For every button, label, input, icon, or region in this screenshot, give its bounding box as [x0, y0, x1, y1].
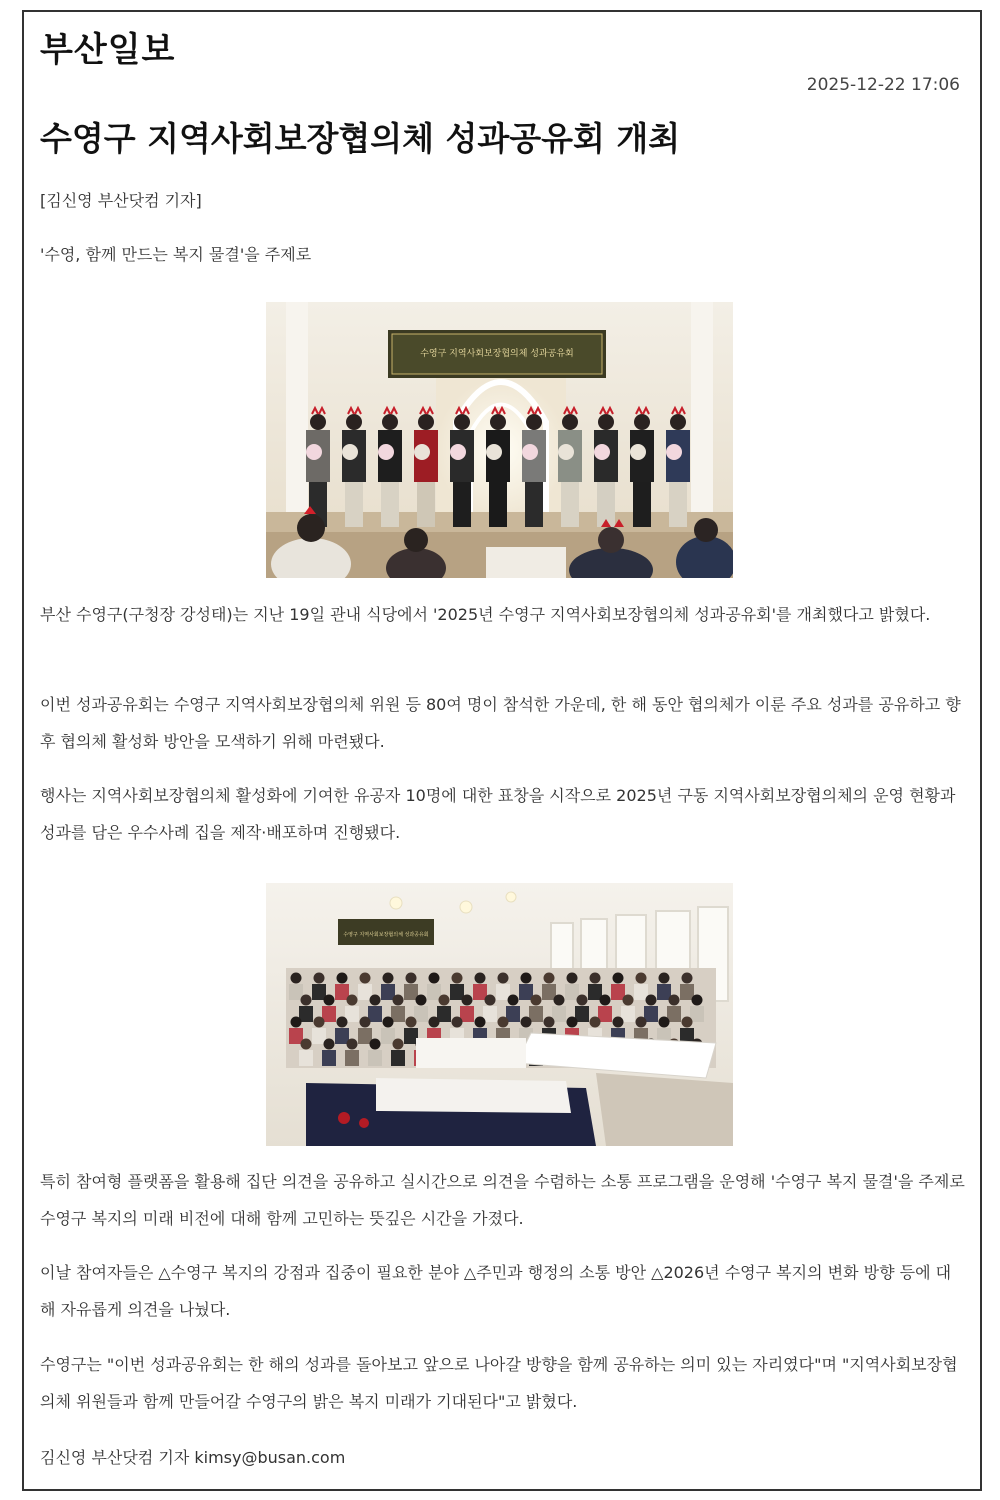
crowd-shape [613, 973, 624, 984]
crowd-shape [600, 995, 611, 1006]
crowd-shape [544, 1017, 555, 1028]
crowd-shape [529, 1006, 543, 1022]
crowd-shape [301, 1039, 312, 1050]
crowd-shape [360, 1017, 371, 1028]
crowd-shape [452, 973, 463, 984]
crowd-shape [414, 1006, 428, 1022]
banner-text-1: 수영구 지역사회보장협의체 성과공유회 [420, 349, 574, 359]
figure-shape [417, 482, 435, 527]
article-byline: [김신영 부산닷컴 기자] [40, 191, 202, 210]
article-paragraph: 이번 성과공유회는 수영구 지역사회보장협의체 위원 등 80여 명이 참석한 가운데, 한 해 동안 협의체가 이룬 주요 성과를 공유하고 향후 협의체 활성화 방안을 모색하기 위해 마련됐다. [40, 695, 961, 751]
article-subtitle: '수영, 함께 만드는 복지 물결'을 주제로 [40, 245, 312, 264]
crowd-shape [680, 984, 694, 1000]
crowd-shape [427, 984, 441, 1000]
figure-shape [598, 414, 614, 430]
crowd-shape [475, 1017, 486, 1028]
crowd-shape [475, 973, 486, 984]
figure-shape [310, 414, 326, 430]
crowd-shape [314, 1017, 325, 1028]
crowd-shape [345, 1050, 359, 1066]
crowd-shape [483, 1006, 497, 1022]
crowd-shape [289, 1028, 303, 1044]
crowd-shape [314, 973, 325, 984]
banner-text-2: 수영구 지역사회보장협의체 성과공유회 [343, 932, 429, 938]
figure-shape [345, 482, 363, 527]
article-paragraph: 행사는 지역사회보장협의체 활성화에 기여한 유공자 10명에 대한 표창을 시작으로 2025년 구동 지역사회보장협의체의 운영 현황과 성과를 담은 우수사례 집을 제작·배포하며 진행됐다. [40, 786, 956, 842]
crowd-shape [659, 1017, 670, 1028]
crowd-shape [521, 1017, 532, 1028]
crowd-shape [450, 984, 464, 1000]
crowd-shape [381, 1028, 395, 1044]
crowd-shape [462, 995, 473, 1006]
crowd-shape [460, 1006, 474, 1022]
figure-shape [454, 414, 470, 430]
crowd-shape [337, 973, 348, 984]
figure-shape [561, 482, 579, 527]
crowd-shape [577, 995, 588, 1006]
article-paragraph: 이날 참여자들은 △수영구 복지의 강점과 집중이 필요한 분야 △주민과 행정의 소통 방안 △2026년 수영구 복지의 변화 방향 등에 대해 자유롭게 의견을 나눴다. [40, 1263, 952, 1319]
crowd-shape [322, 1050, 336, 1066]
crowd-shape [590, 1017, 601, 1028]
crowd-shape [473, 984, 487, 1000]
reporter-credit: 김신영 부산닷컴 기자 kimsy@busan.com [40, 1448, 346, 1467]
crowd-shape [613, 1017, 624, 1028]
newspaper-logo[interactable]: 부산일보 [40, 30, 176, 70]
crowd-shape [312, 984, 326, 1000]
crowd-shape [429, 1017, 440, 1028]
crowd-shape [299, 1050, 313, 1066]
figure-shape [346, 414, 362, 430]
crowd-shape [508, 995, 519, 1006]
crowd-shape [567, 1017, 578, 1028]
figure-shape [378, 444, 394, 460]
crowd-shape [439, 995, 450, 1006]
crowd-shape [498, 1017, 509, 1028]
crowd-shape [452, 1017, 463, 1028]
crowd-shape [590, 973, 601, 984]
figure-shape [670, 414, 686, 430]
figure-shape [669, 482, 687, 527]
crowd-shape [554, 995, 565, 1006]
figure-shape [381, 482, 399, 527]
crowd-shape [335, 1028, 349, 1044]
crowd-shape [659, 973, 670, 984]
crowd-shape [519, 984, 533, 1000]
crowd-shape [360, 973, 371, 984]
figure-shape [634, 414, 650, 430]
crowd-shape [291, 1017, 302, 1028]
crowd-shape [437, 1006, 451, 1022]
crowd-shape [358, 984, 372, 1000]
award-ceremony-photo [266, 302, 733, 578]
crowd-shape [623, 995, 634, 1006]
crowd-shape [383, 1017, 394, 1028]
crowd-shape [611, 984, 625, 1000]
crowd-shape [567, 973, 578, 984]
crowd-shape [335, 984, 349, 1000]
crowd-shape [391, 1050, 405, 1066]
figure-shape [382, 414, 398, 430]
crowd-shape [416, 995, 427, 1006]
crowd-shape [322, 1006, 336, 1022]
crowd-shape [506, 1006, 520, 1022]
article-headline: 수영구 지역사회보장협의체 성과공유회 개최 [40, 119, 681, 158]
publish-datetime: 2025-12-22 17:06 [806, 75, 960, 95]
figure-shape [522, 444, 538, 460]
crowd-shape [301, 995, 312, 1006]
crowd-shape [370, 995, 381, 1006]
crowd-shape [404, 984, 418, 1000]
crowd-shape [575, 1006, 589, 1022]
crowd-shape [347, 995, 358, 1006]
crowd-shape [598, 1006, 612, 1022]
article-paragraph: 특히 참여형 플랫폼을 활용해 집단 의견을 공유하고 실시간으로 의견을 수렴하는 소통 프로그램을 운영해 '수영구 복지 물결'을 주제로 수영구 복지의 미래 비전에 대해 함께 고민하는 뜻깊은 시간을 가졌다. [40, 1172, 965, 1228]
crowd-shape [337, 1017, 348, 1028]
article-paragraph: 수영구는 "이번 성과공유회는 한 해의 성과를 돌아보고 앞으로 나아갈 방향을 함께 공유하는 의미 있는 자리였다"며 "지역사회보장협의체 위원들과 함께 만들어갈 수영구의 밝은 복지 미래가 기대된다"고 밝혔다. [40, 1355, 958, 1411]
crowd-shape [391, 1006, 405, 1022]
figure-shape [306, 444, 322, 460]
figure-shape [666, 444, 682, 460]
figure-shape [633, 482, 651, 527]
figure-shape [525, 482, 543, 527]
attendees-group-photo [266, 883, 733, 1146]
crowd-shape [368, 1006, 382, 1022]
figure-shape [342, 444, 358, 460]
article-paragraph: 부산 수영구(구청장 강성태)는 지난 19일 관내 식당에서 '2025년 수영구 지역사회보장협의체 성과공유회'를 개최했다고 밝혔다. [40, 605, 931, 624]
crowd-shape [324, 995, 335, 1006]
figure-shape [594, 444, 610, 460]
crowd-shape [393, 1039, 404, 1050]
figure-shape [558, 444, 574, 460]
crowd-shape [291, 973, 302, 984]
crowd-shape [406, 1017, 417, 1028]
crowd-shape [667, 1006, 681, 1022]
crowd-shape [682, 973, 693, 984]
figure-shape [630, 444, 646, 460]
figure-shape [562, 414, 578, 430]
crowd-shape [404, 1028, 418, 1044]
crowd-shape [636, 1017, 647, 1028]
crowd-shape [358, 1028, 372, 1044]
figure-shape [489, 482, 507, 527]
crowd-shape [552, 1006, 566, 1022]
figure-shape [490, 414, 506, 430]
crowd-shape [485, 995, 496, 1006]
figure-shape [486, 444, 502, 460]
crowd-shape [496, 984, 510, 1000]
crowd-shape [531, 995, 542, 1006]
crowd-shape [588, 984, 602, 1000]
crowd-shape [347, 1039, 358, 1050]
crowd-shape [669, 995, 680, 1006]
crowd-shape [636, 973, 647, 984]
crowd-shape [646, 995, 657, 1006]
crowd-shape [393, 995, 404, 1006]
figure-shape [526, 414, 542, 430]
crowd-shape [312, 1028, 326, 1044]
crowd-shape [644, 1006, 658, 1022]
crowd-shape [498, 973, 509, 984]
crowd-shape [299, 1006, 313, 1022]
crowd-shape [324, 1039, 335, 1050]
crowd-shape [345, 1006, 359, 1022]
crowd-shape [565, 984, 579, 1000]
crowd-shape [692, 995, 703, 1006]
crowd-shape [634, 984, 648, 1000]
crowd-shape [521, 973, 532, 984]
figure-shape [414, 444, 430, 460]
crowd-shape [621, 1006, 635, 1022]
figure-shape [450, 444, 466, 460]
crowd-shape [289, 984, 303, 1000]
crowd-shape [381, 984, 395, 1000]
crowd-shape [368, 1050, 382, 1066]
crowd-shape [370, 1039, 381, 1050]
crowd-shape [429, 973, 440, 984]
crowd-shape [383, 973, 394, 984]
figure-shape [453, 482, 471, 527]
crowd-shape [542, 984, 556, 1000]
crowd-shape [544, 973, 555, 984]
crowd-shape [682, 1017, 693, 1028]
crowd-shape [690, 1006, 704, 1022]
crowd-shape [657, 984, 671, 1000]
crowd-shape [406, 973, 417, 984]
figure-shape [418, 414, 434, 430]
